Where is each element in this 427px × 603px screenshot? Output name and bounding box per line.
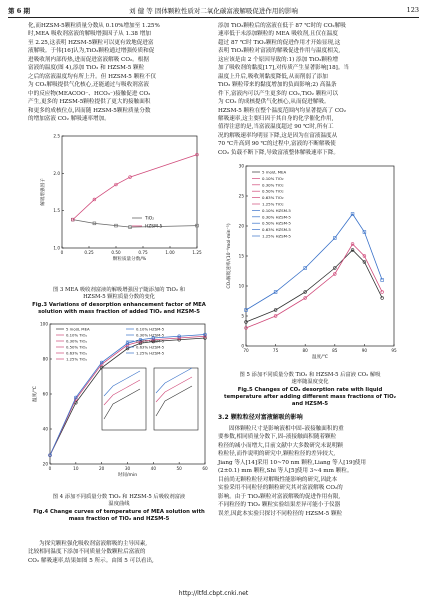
x-tick-label: 40 (150, 466, 157, 471)
figure-4-caption (24, 494, 214, 523)
y-tick-label: 0 (241, 343, 244, 349)
text-line: 和更多的成核位点,因而随 HZSM-5颗粒质量分数 (28, 107, 151, 114)
text-line: 实验采用不同粒径的颗粒研究其对富液解吸 CO₂的 (218, 485, 343, 492)
text-line: 70 ℃升高到 90 ℃的过程中,富液的不断解吸使 (218, 141, 336, 148)
text-line: 表明 TiO₂颗粒对富液的解吸促进作用与温度相关, (218, 48, 341, 55)
legend-label: 1.25% HZSM-5 (262, 233, 291, 239)
legend-label: 0.63% TiO₂ (66, 350, 88, 356)
legend-label: 0.30% HZSM-5 (136, 332, 165, 338)
y-tick-label: 60 (42, 391, 48, 397)
text-line: 速率低于未添加颗粒的 MEA 吸收剂,且仅在温度 (218, 31, 338, 38)
text-line: HZSM-5 颗粒在整个温度范围内均显著提高了 CO₂ (218, 107, 346, 114)
y-tick-label: 40 (42, 426, 48, 432)
y-tick-label: 2.0 (53, 170, 60, 176)
text-line: 为 CO₂ 的成核提供气化核心,从而促进解吸。 (218, 99, 330, 106)
text-line: 进吸收剂内部传热,进而促进富液解吸 CO₂。根据 (28, 56, 149, 63)
running-title: 刘 健 等 固体颗粒性质对二氧化碳富液解吸促进作用的影响 (129, 7, 298, 15)
text-line: 影响。由于 TiO₂颗粒对富液解吸的促进作用有限, (218, 493, 341, 500)
series-line (246, 244, 382, 328)
header-rule (8, 17, 419, 18)
figure-4-caption-cn-2: 温度曲线 (108, 501, 130, 508)
x-tick-label: 0.25 (84, 250, 94, 255)
text-line: 比较相同温度下添加不同质量分数颗粒后富液的 (28, 549, 146, 556)
legend-label: 0.10% HZSM-5 (262, 207, 291, 213)
figure-4-caption-en-2: mass fraction of TiO₂ and HZSM-5 (68, 515, 170, 522)
x-tick-label: 10 (73, 466, 79, 471)
x-tick-label: 0.50 (111, 250, 121, 255)
text-line: 粒粒径,而作说明的研究中,颗粒粒径的差异较大, (218, 451, 336, 458)
section-title: 3.2 颗粒粒径对富液解吸的影响 (218, 414, 303, 421)
y-axis-label: 温度/℃ (33, 386, 38, 402)
y-tick-label: 1.0 (53, 245, 60, 251)
figure-4-caption-en-1: Fig.4 Change curves of temperature of MEA solution with (33, 508, 205, 515)
figure-5-caption-en-2: temperature after adding different mass fractions of TiO₂ (224, 393, 396, 400)
legend-label: 0.63% HZSM-5 (136, 344, 165, 350)
x-tick-label: 1.25 (192, 250, 202, 255)
y-tick-label: 25 (238, 193, 244, 199)
y-tick-label: 5 (241, 313, 244, 319)
legend-label: 0.30% TiO₂ (66, 338, 88, 344)
text-line: (2±0.1) mm 颗粒,Shi 等人[5]使用 3~4 mm 颗粒。 (218, 468, 353, 475)
text-line: 这应该是由 2 个原因导致的:1) 添加 TiO₂颗粒增 (218, 56, 339, 63)
x-tick-label: 75 (272, 348, 279, 353)
plot-frame (62, 136, 197, 248)
y-tick-label: 1.5 (53, 208, 60, 214)
x-tick-label: 80 (302, 348, 308, 353)
legend-label: 1.25% TiO₂ (262, 201, 284, 207)
figure-5-caption-cn-2: 速率随温度变化 (291, 379, 329, 386)
figure-5-caption-en-1: Fig.5 Changes of CO₂ desorption rate with liquid (237, 386, 383, 393)
text-line: 为探究颗粒强化吸收剂富液解吸的主导因素, (39, 541, 148, 547)
y-tick-label: 30 (238, 163, 244, 169)
figure-5-caption-cn-1: 图 5 添加不同质量分数 TiO₂ 和 HZSM-5 后富液 CO₂ 解吸 (239, 372, 381, 378)
right-column-bottom-text (218, 425, 400, 518)
left-column-top-text (28, 22, 210, 123)
text-line: 要参数,相同质量分数下,固–液接触面积随着颗粒 (218, 434, 337, 441)
text-line: 富液的温度(图 4),添加 TiO₂ 和 HZSM-5 颗粒 (28, 65, 145, 72)
x-tick-label: 70 (243, 348, 249, 353)
text-line: 值得注意的是,当富液温度超过 90 ℃时,所有工 (218, 124, 334, 131)
figure-4-chart (28, 320, 213, 490)
inset-frame (102, 368, 146, 430)
legend-label: 0.30% TiO₂ (262, 182, 284, 188)
x-tick-label: 0 (60, 250, 64, 255)
x-tick-label: 1.00 (165, 250, 175, 255)
figure-4-caption-cn-1: 图 4 添加不同质量分数 TiO₂ 和 HZSM-5 后吸收剂富液 (52, 494, 186, 500)
x-tick-label: 30 (124, 466, 131, 471)
y-tick-label: 80 (42, 356, 48, 362)
text-line: 至 2.25,这表明 HZSM-5颗粒可以更有效地促进富 (28, 39, 154, 46)
text-line: 化,而HZSM-5颗粒质量分数从 0.10%增加至 1.25% (28, 23, 160, 29)
figure-3-caption-cn-1: 图 3 MEA 吸收剂富液的解吸增强因子随添加的 TiO₂ 和 (53, 287, 185, 293)
text-line: Jiang 等人[14]采用 10~70 nm 颗粒,Liang 等人[19]使用 (218, 459, 366, 466)
series-line (246, 250, 382, 322)
legend-label: 0.63% HZSM-5 (262, 227, 291, 233)
x-tick-label: 90 (361, 348, 368, 353)
text-line: TiO₂ 颗粒带来的黏度增加的负面影响;2) 高温条 (218, 82, 337, 89)
figure-3-caption (24, 287, 214, 316)
left-column-bottom-text (28, 540, 210, 565)
figure-5-caption (214, 372, 406, 408)
legend-label: HZSM-5 (145, 224, 163, 230)
legend-label: 1.25% HZSM-5 (136, 350, 165, 356)
text-line: 产生,更多的 HZSM-5颗粒提供了更大的接触面积 (28, 99, 151, 106)
text-line: 液解吸。于伟[16]认为,TiO₂颗粒通过增强传质和促 (28, 48, 155, 55)
legend-label: 5 mol/L MEA (262, 169, 287, 175)
legend-label: 0.30% HZSM-5 (262, 214, 291, 220)
legend-label: 0.50% HZSM-5 (262, 220, 291, 226)
legend-label: 0.10% TiO₂ (262, 175, 284, 181)
text-line: 之后的富液温度均有所上升。但 HZSM-5 颗粒不仅 (28, 73, 157, 80)
text-line: CO₂ 负载不断下降,导致富液整体解吸速率下降。 (218, 149, 339, 156)
legend-label: TiO₂ (145, 216, 154, 222)
text-line: 中的反应物(MEACOO⁻、HCO₃⁻)接触促进 CO₂ (28, 90, 151, 97)
x-axis-label: 颗粒质量分数/% (112, 257, 147, 262)
y-tick-label: 20 (42, 461, 48, 467)
text-line: 超过 87 ℃时 TiO₂颗粒的促进作用才开始显现,这 (218, 39, 341, 46)
text-line: 温度上升后,吸收剂黏度降低,从而削弱了添加 (218, 73, 328, 80)
text-line: 时,MEA 吸收剂富液的解吸增强因子从 1.38 增加 (28, 31, 151, 38)
legend-label: 0.10% HZSM-5 (136, 326, 165, 332)
figure-5-chart (222, 160, 402, 372)
x-tick-label: 0.75 (138, 250, 148, 255)
x-tick-label: 20 (98, 466, 105, 471)
figure-3-caption-en-2: solution with mass fraction of added TiO₂ and HZSM-5 (38, 308, 200, 315)
y-tick-label: 100 (40, 321, 48, 327)
legend-label: 1.25% TiO₂ (66, 356, 88, 362)
y-axis-label: CO₂解吸速率/(10⁻⁶mol·min⁻¹) (227, 223, 232, 289)
text-line: 解吸速率,这主要归因于其自身的化学催化作用, (218, 115, 334, 122)
legend-label: 0.50% TiO₂ (262, 188, 284, 194)
y-tick-label: 10 (238, 283, 244, 289)
text-line: 目前尚无颗粒粒径对解吸性能影响的研究,因此本 (218, 476, 338, 483)
text-line: 件下,富液内可以产生更多的 CO₂,TiO₂ 颗粒可以 (218, 90, 339, 97)
section-heading (218, 414, 400, 422)
x-tick-label: 60 (202, 466, 208, 471)
text-line: 为 CO₂解吸提供气化核心,还能通过与吸收剂富液 (28, 82, 149, 89)
text-line: CO₂ 解吸速率,结果如图 5 所示。由图 5 可以看出, (28, 557, 154, 564)
right-column-top-text (218, 22, 400, 157)
text-line: 误差,因此本实验只探讨不同粒径的 HZSM-5 颗粒 (218, 510, 343, 517)
text-line: 添加 TiO₂颗粒后的富液在低于 87 ℃时的 CO₂解吸 (218, 23, 346, 29)
y-axis-label: 解吸增强因子 (41, 178, 46, 206)
text-line: 粒径的减小而增大,目前文献中大多数研究未说明颗 (218, 442, 343, 449)
x-axis-label: 温度/℃ (312, 355, 328, 360)
y-tick-label: 15 (238, 253, 244, 259)
text-line: 的增加富液 CO₂ 解吸速率增加。 (28, 115, 110, 122)
legend-label: 0.50% TiO₂ (66, 344, 88, 350)
legend-label: 0.50% HZSM-5 (136, 338, 165, 344)
x-tick-label: 95 (391, 348, 397, 353)
series-line (73, 155, 197, 220)
legend-label: 0.10% TiO₂ (66, 332, 88, 338)
x-tick-label: 85 (332, 348, 338, 353)
text-line: 不同粒径的 TiO₂ 颗粒实验结果差异可能小于仪器 (218, 502, 341, 509)
x-tick-label: 0 (48, 466, 52, 471)
figure-3-chart (34, 128, 209, 276)
x-tick-label: 50 (176, 466, 182, 471)
text-line: 况的解吸速率均明显下降,这是因为在富液温度从 (218, 132, 338, 139)
legend-label: 5 mol/L MEA (66, 326, 90, 332)
text-line: 加了吸收剂的黏度[17],对传质产生显著影响[18]。当 (218, 65, 350, 72)
y-tick-label: 2.5 (53, 133, 60, 139)
footer-url[interactable]: http://ltfd.cbpt.cnki.net (178, 590, 249, 597)
y-tick-label: 20 (238, 223, 244, 229)
page-number: 123 (406, 6, 419, 14)
figure-3-caption-en-1: Fig.3 Variations of desorption enhancement factor of MEA (32, 301, 206, 308)
issue-number: 第 6 期 (8, 7, 31, 15)
legend-label: 0.63% TiO₂ (262, 195, 284, 201)
figure-3-caption-cn-2: HZSM-5 颗粒质量分数的变化 (83, 294, 155, 301)
figure-5-caption-en-3: and HZSM-5 (291, 401, 329, 408)
x-axis-label: 时间/min (117, 473, 138, 478)
text-line: 固体颗粒尺寸是影响液相中固–液接触面积的重 (229, 426, 344, 432)
